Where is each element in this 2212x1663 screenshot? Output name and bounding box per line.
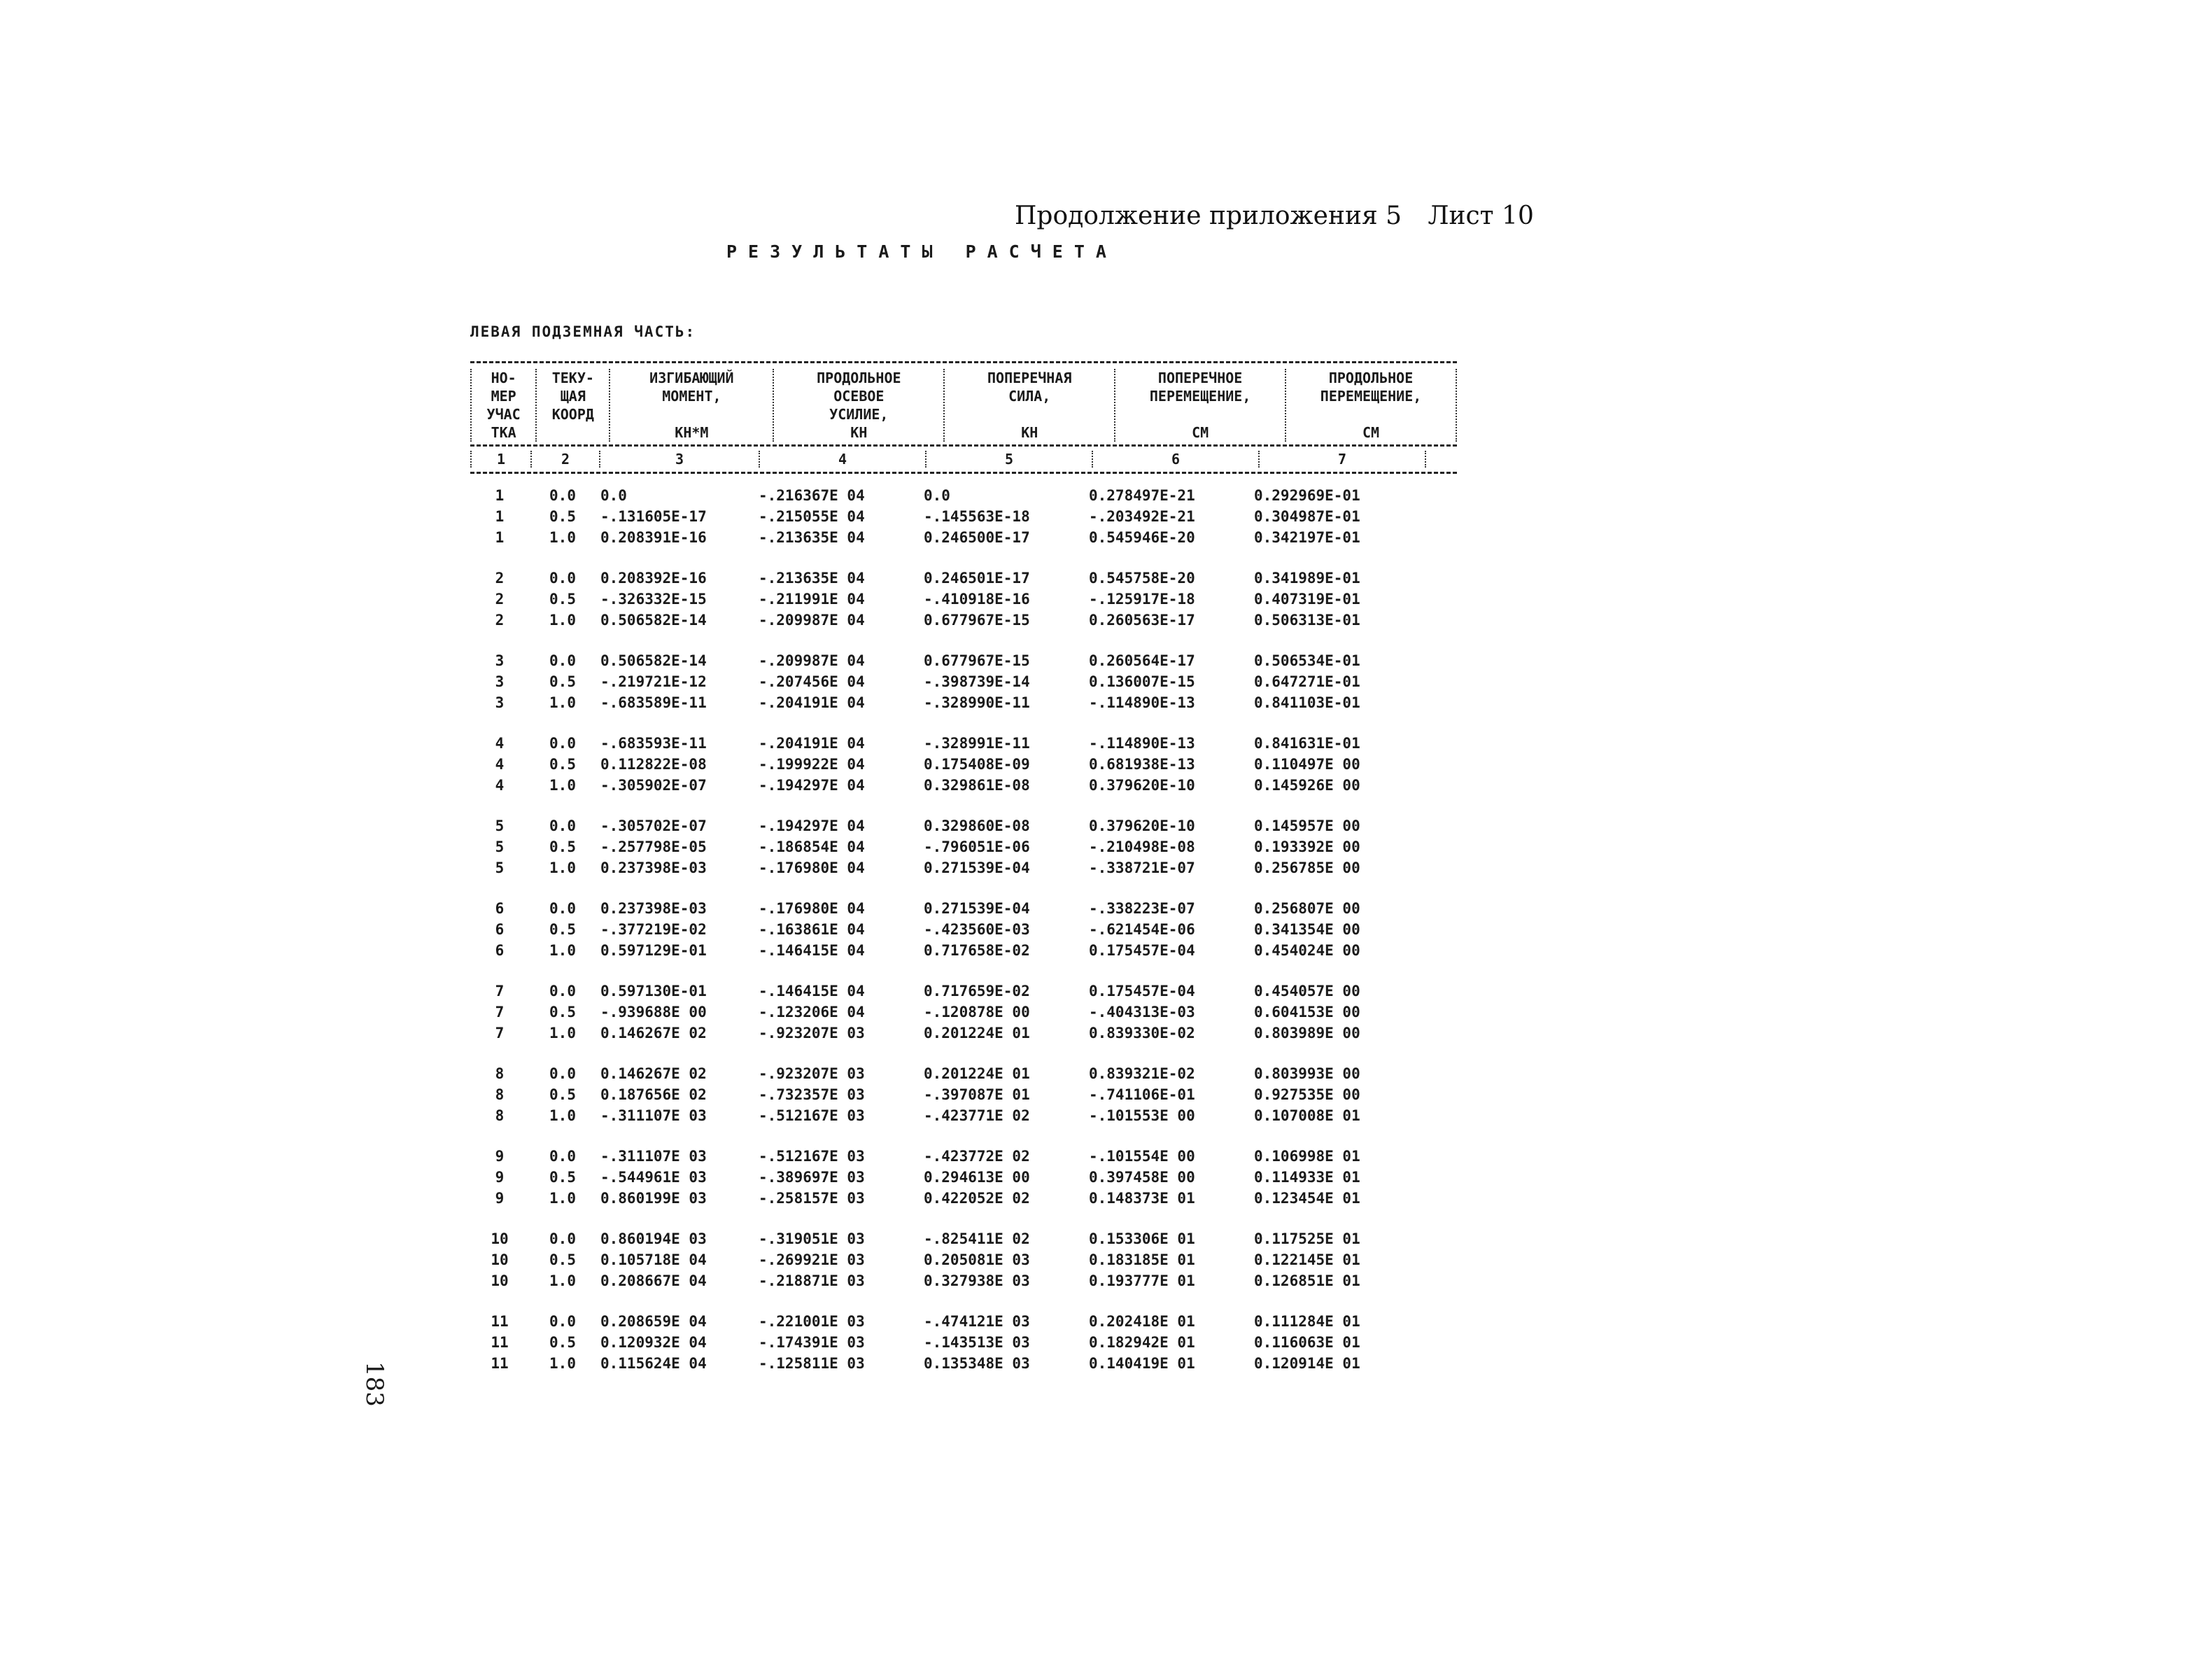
table-cell: 1.0 <box>549 529 576 546</box>
table-cell: 0.0 <box>924 487 950 504</box>
table-cell: 8 <box>495 1086 505 1103</box>
table-cell: 1.0 <box>549 1025 576 1041</box>
table-cell: 0.120932E 04 <box>600 1334 707 1351</box>
table-cell: 0.256807E 00 <box>1254 900 1360 917</box>
table-cell: 0.187656E 02 <box>600 1086 707 1103</box>
table-cell: 8 <box>495 1065 505 1082</box>
table-cell: 10 <box>491 1272 509 1289</box>
table-cell: 0.5 <box>549 591 576 608</box>
table-cell: 1.0 <box>549 942 576 959</box>
table-cell: 0.256785E 00 <box>1254 859 1360 876</box>
table-cell: 0.208659E 04 <box>600 1313 707 1330</box>
table-cell: 1.0 <box>549 859 576 876</box>
table-row <box>470 857 1457 878</box>
table-cell: -.176980E 04 <box>759 900 865 917</box>
table-cell: -.404313E-03 <box>1089 1004 1195 1020</box>
table-cell: -.221001E 03 <box>759 1313 865 1330</box>
table-cell: 0.116063E 01 <box>1254 1334 1360 1351</box>
header-cell: ТЕКУ- ЩАЯ КООРД <box>535 369 609 442</box>
table-cell: 0.5 <box>549 756 576 773</box>
table-cell: 9 <box>495 1148 505 1165</box>
table-cell: 1.0 <box>549 1355 576 1372</box>
table-cell: 5 <box>495 818 505 834</box>
table-row <box>470 1353 1457 1374</box>
table-cell: 11 <box>491 1334 509 1351</box>
table-cell: 0.175457E-04 <box>1089 983 1195 999</box>
table-row <box>470 1084 1457 1105</box>
table-cell: 1.0 <box>549 612 576 629</box>
table-cell: 0.803993E 00 <box>1254 1065 1360 1082</box>
table-cell: 0.146267E 02 <box>600 1065 707 1082</box>
table-cell: 0.860194E 03 <box>600 1230 707 1247</box>
table-cell: -.410918E-16 <box>924 591 1030 608</box>
table-row <box>470 1002 1457 1023</box>
table-cell: 0.860199E 03 <box>600 1190 707 1207</box>
table-cell: -.305902E-07 <box>600 777 707 794</box>
table-cell: 0.0 <box>549 570 576 587</box>
header-cell: НО- МЕР УЧАС ТКА <box>470 369 535 442</box>
section-group <box>470 1063 1457 1126</box>
table-cell: 7 <box>495 1004 505 1020</box>
table-cell: -.219721E-12 <box>600 673 707 690</box>
section-group <box>470 568 1457 631</box>
table-cell: 0.135348E 03 <box>924 1355 1030 1372</box>
table-cell: 0.208391E-16 <box>600 529 707 546</box>
table-cell: 0.839330E-02 <box>1089 1025 1195 1041</box>
header-cell: ПОПЕРЕЧНАЯ СИЛА, КН <box>943 369 1114 442</box>
table-cell: -.311107E 03 <box>600 1107 707 1124</box>
table-cell: -.216367E 04 <box>759 487 865 504</box>
table-row <box>470 1270 1457 1291</box>
table-cell: 0.379620E-10 <box>1089 777 1195 794</box>
table-cell: 0.597130E-01 <box>600 983 707 999</box>
table-cell: 0.0 <box>549 1065 576 1082</box>
table-cell: -.423560E-03 <box>924 921 1030 938</box>
table-cell: 0.260563E-17 <box>1089 612 1195 629</box>
table-cell: 0.841631E-01 <box>1254 735 1360 752</box>
table-cell: -.174391E 03 <box>759 1334 865 1351</box>
table-cell: -.397087E 01 <box>924 1086 1030 1103</box>
table-cell: -.796051E-06 <box>924 838 1030 855</box>
table-row <box>470 506 1457 527</box>
table-cell: -.125811E 03 <box>759 1355 865 1372</box>
section-group <box>470 1228 1457 1291</box>
section-group <box>470 485 1457 548</box>
table-cell: 0.545758E-20 <box>1089 570 1195 587</box>
table-cell: 3 <box>495 694 505 711</box>
table-row <box>470 940 1457 961</box>
header-cell: ПРОДОЛЬНОЕ ПЕРЕМЕЩЕНИЕ, СМ <box>1285 369 1457 442</box>
table-cell: 0.379620E-10 <box>1089 818 1195 834</box>
table-row <box>470 754 1457 775</box>
table-row <box>470 1188 1457 1209</box>
table-cell: -.423771E 02 <box>924 1107 1030 1124</box>
table-cell: 0.208667E 04 <box>600 1272 707 1289</box>
table-cell: -.423772E 02 <box>924 1148 1030 1165</box>
table-cell: 0.5 <box>549 673 576 690</box>
section-group <box>470 981 1457 1044</box>
table-cell: 0.604153E 00 <box>1254 1004 1360 1020</box>
table-row <box>470 650 1457 671</box>
table-row <box>470 485 1457 506</box>
table-cell: -.923207E 03 <box>759 1025 865 1041</box>
table-cell: 1 <box>495 487 505 504</box>
table-cell: 0.454057E 00 <box>1254 983 1360 999</box>
table-cell: -.544961E 03 <box>600 1169 707 1186</box>
table-cell: 0.0 <box>549 1148 576 1165</box>
section-group <box>470 815 1457 878</box>
table-row <box>470 981 1457 1002</box>
table-cell: -.143513E 03 <box>924 1334 1030 1351</box>
table-row <box>470 775 1457 796</box>
table-cell: -.311107E 03 <box>600 1148 707 1165</box>
table-cell: -.305702E-07 <box>600 818 707 834</box>
table-row <box>470 919 1457 940</box>
table-cell: -.123206E 04 <box>759 1004 865 1020</box>
table-cell: -.319051E 03 <box>759 1230 865 1247</box>
table-cell: 0.115624E 04 <box>600 1355 707 1372</box>
table-cell: 0.106998E 01 <box>1254 1148 1360 1165</box>
table-cell: 1.0 <box>549 1190 576 1207</box>
table-row <box>470 815 1457 836</box>
table-row <box>470 836 1457 857</box>
table-cell: 0.140419E 01 <box>1089 1355 1195 1372</box>
results-table <box>470 361 1457 1394</box>
table-cell: 0.153306E 01 <box>1089 1230 1195 1247</box>
table-cell: 0.148373E 01 <box>1089 1190 1195 1207</box>
table-cell: 0.506582E-14 <box>600 612 707 629</box>
table-header <box>470 363 1457 444</box>
table-cell: 0.506582E-14 <box>600 652 707 669</box>
table-cell: -.683593E-11 <box>600 735 707 752</box>
table-row <box>470 1023 1457 1044</box>
table-cell: 0.0 <box>549 818 576 834</box>
table-cell: -.101553E 00 <box>1089 1107 1195 1124</box>
table-cell: 0.0 <box>600 487 627 504</box>
column-number: 1 <box>470 451 530 468</box>
table-cell: 2 <box>495 612 505 629</box>
table-cell: 0.201224E 01 <box>924 1025 1030 1041</box>
table-cell: 0.342197E-01 <box>1254 529 1360 546</box>
table-cell: 0.341989E-01 <box>1254 570 1360 587</box>
table-cell: 0.5 <box>549 1169 576 1186</box>
table-cell: 0.717659E-02 <box>924 983 1030 999</box>
table-row <box>470 1332 1457 1353</box>
column-number: 3 <box>599 451 759 468</box>
section-group <box>470 1311 1457 1374</box>
table-cell: 0.407319E-01 <box>1254 591 1360 608</box>
table-cell: 11 <box>491 1355 509 1372</box>
table-cell: -.512167E 03 <box>759 1148 865 1165</box>
table-cell: 0.278497E-21 <box>1089 487 1195 504</box>
table-cell: 10 <box>491 1251 509 1268</box>
table-cell: 0.237398E-03 <box>600 859 707 876</box>
table-cell: -.131605E-17 <box>600 508 707 525</box>
table-row <box>470 1228 1457 1249</box>
header-cell: ПОПЕРЕЧНОЕ ПЕРЕМЕЩЕНИЕ, СМ <box>1114 369 1285 442</box>
table-cell: -.218871E 03 <box>759 1272 865 1289</box>
table-cell: 0.0 <box>549 652 576 669</box>
table-cell: 0.246500E-17 <box>924 529 1030 546</box>
table-cell: 0.454024E 00 <box>1254 942 1360 959</box>
table-cell: -.209987E 04 <box>759 612 865 629</box>
table-cell: 3 <box>495 673 505 690</box>
table-cell: 1 <box>495 508 505 525</box>
table-cell: -.338223E-07 <box>1089 900 1195 917</box>
table-row <box>470 568 1457 589</box>
table-cell: -.101554E 00 <box>1089 1148 1195 1165</box>
table-cell: 0.271539E-04 <box>924 859 1030 876</box>
table-cell: 0.681938E-13 <box>1089 756 1195 773</box>
table-cell: 6 <box>495 942 505 959</box>
table-cell: -.146415E 04 <box>759 983 865 999</box>
column-number: 5 <box>925 451 1092 468</box>
table-cell: 0.545946E-20 <box>1089 529 1195 546</box>
table-cell: 0.292969E-01 <box>1254 487 1360 504</box>
table-cell: 0.329860E-08 <box>924 818 1030 834</box>
table-cell: 0.202418E 01 <box>1089 1313 1195 1330</box>
table-cell: 0.506534E-01 <box>1254 652 1360 669</box>
table-row <box>470 1249 1457 1270</box>
sheet-label: Лист 10 <box>1428 202 1534 230</box>
table-cell: -.125917E-18 <box>1089 591 1195 608</box>
table-cell: 7 <box>495 983 505 999</box>
table-cell: -.207456E 04 <box>759 673 865 690</box>
table-cell: -.741106E-01 <box>1089 1086 1195 1103</box>
table-cell: -.326332E-15 <box>600 591 707 608</box>
table-cell: 0.927535E 00 <box>1254 1086 1360 1103</box>
table-cell: 4 <box>495 756 505 773</box>
table-row <box>470 1063 1457 1084</box>
table-cell: -.211991E 04 <box>759 591 865 608</box>
table-cell: -.186854E 04 <box>759 838 865 855</box>
table-cell: -.145563E-18 <box>924 508 1030 525</box>
table-cell: -.258157E 03 <box>759 1190 865 1207</box>
table-cell: -.269921E 03 <box>759 1251 865 1268</box>
table-cell: 5 <box>495 859 505 876</box>
table-cell: 0.182942E 01 <box>1089 1334 1195 1351</box>
table-cell: 0.0 <box>549 900 576 917</box>
table-cell: 0.0 <box>549 735 576 752</box>
table-cell: 0.5 <box>549 1004 576 1020</box>
table-cell: -.114890E-13 <box>1089 735 1195 752</box>
table-cell: 0.208392E-16 <box>600 570 707 587</box>
table-cell: 5 <box>495 838 505 855</box>
continuation-label: Продолжение приложения 5 <box>1015 202 1402 230</box>
table-cell: 0.193392E 00 <box>1254 838 1360 855</box>
table-cell: -.204191E 04 <box>759 735 865 752</box>
section-group <box>470 898 1457 961</box>
table-cell: -.204191E 04 <box>759 694 865 711</box>
table-cell: 1.0 <box>549 694 576 711</box>
table-cell: 6 <box>495 921 505 938</box>
table-cell: -.338721E-07 <box>1089 859 1195 876</box>
table-cell: -.825411E 02 <box>924 1230 1030 1247</box>
table-row <box>470 692 1457 713</box>
header-cell: ПРОДОЛЬНОЕ ОСЕВОЕ УСИЛИЕ, КН <box>773 369 943 442</box>
table-cell: -.257798E-05 <box>600 838 707 855</box>
table-cell: 0.0 <box>549 487 576 504</box>
table-cell: 9 <box>495 1169 505 1186</box>
table-cell: 1.0 <box>549 1272 576 1289</box>
table-cell: 0.0 <box>549 983 576 999</box>
column-number: 6 <box>1092 451 1258 468</box>
table-cell: -.328991E-11 <box>924 735 1030 752</box>
document-title: РЕЗУЛЬТАТЫ РАСЧЕТА <box>726 241 1118 262</box>
table-cell: 1.0 <box>549 777 576 794</box>
table-cell: 0.111284E 01 <box>1254 1313 1360 1330</box>
table-cell: 0.841103E-01 <box>1254 694 1360 711</box>
table-cell: 0.205081E 03 <box>924 1251 1030 1268</box>
table-cell: 0.5 <box>549 1251 576 1268</box>
table-cell: 0.329861E-08 <box>924 777 1030 794</box>
section-title: ЛЕВАЯ ПОДЗЕМНАЯ ЧАСТЬ: <box>470 323 696 340</box>
table-cell: 0.175408E-09 <box>924 756 1030 773</box>
table-cell: 0.0 <box>549 1313 576 1330</box>
table-cell: 0.123454E 01 <box>1254 1190 1360 1207</box>
table-cell: 0.193777E 01 <box>1089 1272 1195 1289</box>
table-cell: -.210498E-08 <box>1089 838 1195 855</box>
table-cell: -.209987E 04 <box>759 652 865 669</box>
table-cell: -.199922E 04 <box>759 756 865 773</box>
table-cell: 0.260564E-17 <box>1089 652 1195 669</box>
table-cell: -.683589E-11 <box>600 694 707 711</box>
table-row <box>470 527 1457 548</box>
table-cell: 0.114933E 01 <box>1254 1169 1360 1186</box>
table-cell: -.163861E 04 <box>759 921 865 938</box>
column-number: 7 <box>1258 451 1426 468</box>
column-number-row <box>470 447 1457 472</box>
table-cell: -.474121E 03 <box>924 1313 1030 1330</box>
table-cell: 0.304987E-01 <box>1254 508 1360 525</box>
table-cell: -.146415E 04 <box>759 942 865 959</box>
table-cell: 0.5 <box>549 838 576 855</box>
table-row <box>470 1311 1457 1332</box>
table-cell: 6 <box>495 900 505 917</box>
table-cell: 0.839321E-02 <box>1089 1065 1195 1082</box>
table-cell: 10 <box>491 1230 509 1247</box>
section-group <box>470 650 1457 713</box>
table-cell: 0.5 <box>549 921 576 938</box>
table-row <box>470 589 1457 610</box>
table-cell: 3 <box>495 652 505 669</box>
table-cell: 0.145926E 00 <box>1254 777 1360 794</box>
table-row <box>470 610 1457 631</box>
table-cell: -.389697E 03 <box>759 1169 865 1186</box>
table-cell: 11 <box>491 1313 509 1330</box>
table-cell: 0.110497E 00 <box>1254 756 1360 773</box>
table-cell: 1 <box>495 529 505 546</box>
table-cell: -.120878E 00 <box>924 1004 1030 1020</box>
page-header <box>1015 202 1552 230</box>
table-cell: 4 <box>495 735 505 752</box>
table-cell: 8 <box>495 1107 505 1124</box>
table-cell: 0.422052E 02 <box>924 1190 1030 1207</box>
page-number: 183 <box>360 1361 388 1407</box>
table-cell: 0.175457E-04 <box>1089 942 1195 959</box>
section-group <box>470 733 1457 796</box>
table-cell: 0.5 <box>549 1086 576 1103</box>
table-cell: -.328990E-11 <box>924 694 1030 711</box>
table-cell: 0.117525E 01 <box>1254 1230 1360 1247</box>
table-cell: 0.146267E 02 <box>600 1025 707 1041</box>
table-cell: 0.126851E 01 <box>1254 1272 1360 1289</box>
header-cell: ИЗГИБАЮЩИЙ МОМЕНТ, КН*М <box>609 369 773 442</box>
table-cell: -.194297E 04 <box>759 818 865 834</box>
table-cell: 2 <box>495 570 505 587</box>
table-cell: 2 <box>495 591 505 608</box>
table-cell: 0.5 <box>549 1334 576 1351</box>
column-number: 4 <box>759 451 925 468</box>
table-row <box>470 1105 1457 1126</box>
table-cell: 0.271539E-04 <box>924 900 1030 917</box>
table-cell: 0.647271E-01 <box>1254 673 1360 690</box>
table-cell: 0.341354E 00 <box>1254 921 1360 938</box>
table-cell: 0.803989E 00 <box>1254 1025 1360 1041</box>
table-cell: 0.107008E 01 <box>1254 1107 1360 1124</box>
table-cell: -.213635E 04 <box>759 529 865 546</box>
column-number: 2 <box>530 451 599 468</box>
table-cell: -.732357E 03 <box>759 1086 865 1103</box>
table-cell: 9 <box>495 1190 505 1207</box>
table-body <box>470 474 1457 1374</box>
table-cell: 0.201224E 01 <box>924 1065 1030 1082</box>
table-cell: 0.717658E-02 <box>924 942 1030 959</box>
table-cell: 0.105718E 04 <box>600 1251 707 1268</box>
table-cell: -.215055E 04 <box>759 508 865 525</box>
table-cell: -.621454E-06 <box>1089 921 1195 938</box>
table-cell: -.203492E-21 <box>1089 508 1195 525</box>
table-cell: -.114890E-13 <box>1089 694 1195 711</box>
table-cell: -.923207E 03 <box>759 1065 865 1082</box>
table-cell: 0.0 <box>549 1230 576 1247</box>
table-cell: -.398739E-14 <box>924 673 1030 690</box>
table-cell: 7 <box>495 1025 505 1041</box>
table-cell: 0.677967E-15 <box>924 612 1030 629</box>
table-cell: 0.112822E-08 <box>600 756 707 773</box>
table-row <box>470 1167 1457 1188</box>
table-cell: 0.122145E 01 <box>1254 1251 1360 1268</box>
table-row <box>470 671 1457 692</box>
table-cell: 0.120914E 01 <box>1254 1355 1360 1372</box>
table-cell: 0.677967E-15 <box>924 652 1030 669</box>
table-cell: -.194297E 04 <box>759 777 865 794</box>
table-cell: 0.597129E-01 <box>600 942 707 959</box>
table-cell: 0.506313E-01 <box>1254 612 1360 629</box>
table-row <box>470 1146 1457 1167</box>
table-cell: 0.397458E 00 <box>1089 1169 1195 1186</box>
table-cell: 0.145957E 00 <box>1254 818 1360 834</box>
table-cell: -.512167E 03 <box>759 1107 865 1124</box>
table-cell: 4 <box>495 777 505 794</box>
table-cell: 0.183185E 01 <box>1089 1251 1195 1268</box>
table-row <box>470 733 1457 754</box>
table-cell: 0.237398E-03 <box>600 900 707 917</box>
table-cell: -.377219E-02 <box>600 921 707 938</box>
table-cell: 0.294613E 00 <box>924 1169 1030 1186</box>
table-cell: -.213635E 04 <box>759 570 865 587</box>
table-cell: -.176980E 04 <box>759 859 865 876</box>
table-cell: 0.5 <box>549 508 576 525</box>
table-cell: 0.327938E 03 <box>924 1272 1030 1289</box>
table-cell: 1.0 <box>549 1107 576 1124</box>
table-cell: 0.136007E-15 <box>1089 673 1195 690</box>
table-cell: 0.246501E-17 <box>924 570 1030 587</box>
table-cell: -.939688E 00 <box>600 1004 707 1020</box>
table-row <box>470 898 1457 919</box>
section-group <box>470 1146 1457 1209</box>
